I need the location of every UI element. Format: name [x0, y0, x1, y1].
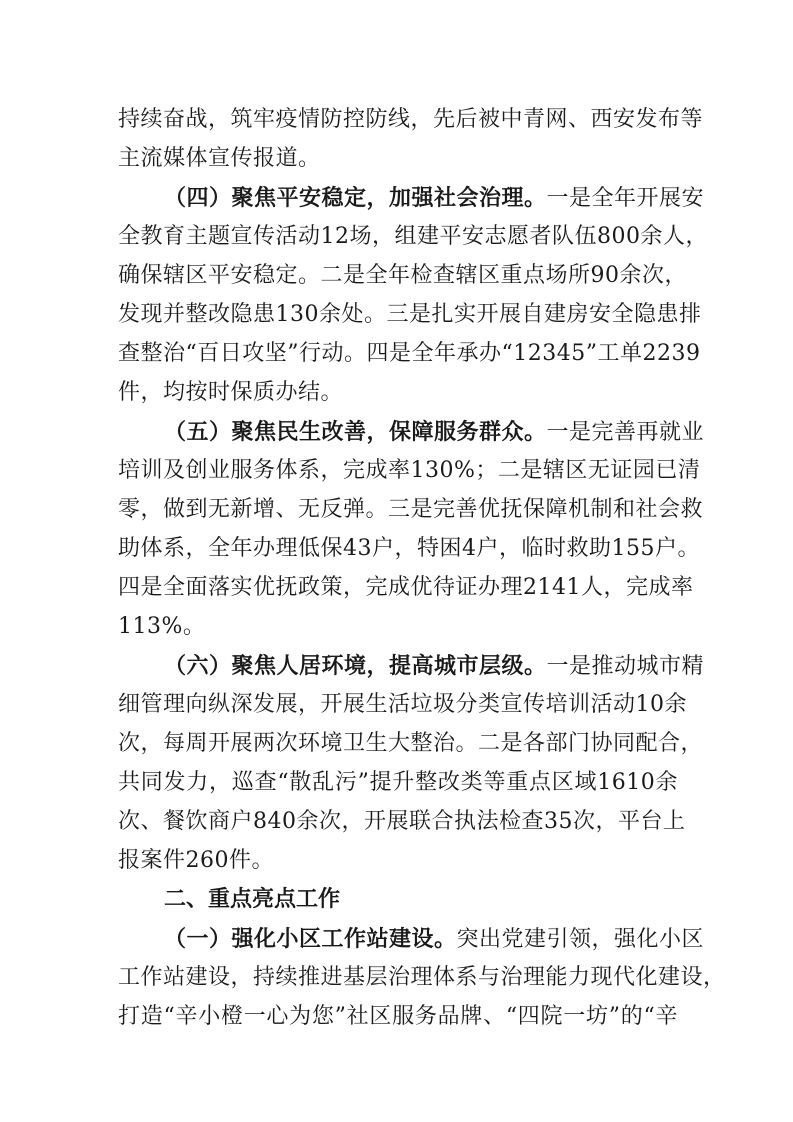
section-lead: （一）强化小区工作站建设。: [164, 926, 457, 952]
text-line: 113%。: [118, 614, 206, 639]
section-lead: （四）聚焦平安稳定，加强社会治理。: [164, 185, 547, 211]
section-heading: 二、重点亮点工作: [164, 887, 341, 912]
section-lead: （五）聚焦民生改善，保障服务群众。: [164, 419, 547, 445]
text-line: 主流媒体宣传报道。: [118, 146, 321, 171]
text-line: 次，每周开展两次环境卫生大整治。二是各部门协同配合，: [118, 731, 704, 756]
text-line: 助体系，全年办理低保43户，特困4户，临时救助155户。: [118, 536, 700, 561]
paragraph-first-line: [164, 924, 705, 954]
text-line: 共同发力，巡查“散乱污”提升整改类等重点区域1610余: [118, 770, 678, 795]
text-line: 报案件260件。: [118, 848, 274, 873]
text-run: 突出党建引领，强化小区: [456, 927, 705, 952]
text-run: 一是推动城市精: [546, 654, 705, 679]
text-line: 四是全面落实优抚政策，完成优待证办理2141人，完成率: [118, 575, 694, 600]
text-line: 发现并整改隐患130余处。三是扎实开展自建房安全隐患排: [118, 302, 702, 327]
paragraph-first-line: [164, 183, 705, 213]
text-line: 件，均按时保质办结。: [118, 380, 344, 405]
text-line: 查整治“百日攻坚”行动。四是全年承办“12345”工单2239: [118, 341, 701, 366]
section-lead: （六）聚焦人居环境，提高城市层级。: [164, 653, 547, 679]
text-line: 全教育主题宣传活动12场，组建平安志愿者队伍800余人，: [118, 224, 708, 249]
text-line: 工作站建设，持续推进基层治理体系与治理能力现代化建设，: [118, 965, 726, 990]
text-line: 打造“辛小橙一心为您”社区服务品牌、“四院一坊”的“辛: [118, 1004, 678, 1029]
text-line: 培训及创业服务体系，完成率130%；二是辖区无证园已清: [118, 458, 701, 483]
text-line: 确保辖区平安稳定。二是全年检查辖区重点场所90余次，: [118, 263, 687, 288]
text-line: 零，做到无新增、无反弹。三是完善优抚保障机制和社会救: [118, 497, 704, 522]
text-line: 持续奋战，筑牢疫情防控防线，先后被中青网、西安发布等: [118, 107, 704, 132]
text-line: 次、餐饮商户840余次，开展联合执法检查35次，平台上: [118, 809, 686, 834]
paragraph-first-line: [164, 651, 705, 681]
text-run: 一是完善再就业: [546, 420, 705, 445]
text-line: 细管理向纵深发展，开展生活垃圾分类宣传培训活动10余: [118, 692, 687, 717]
paragraph-first-line: [164, 417, 705, 447]
text-run: 一是全年开展安: [546, 186, 705, 211]
